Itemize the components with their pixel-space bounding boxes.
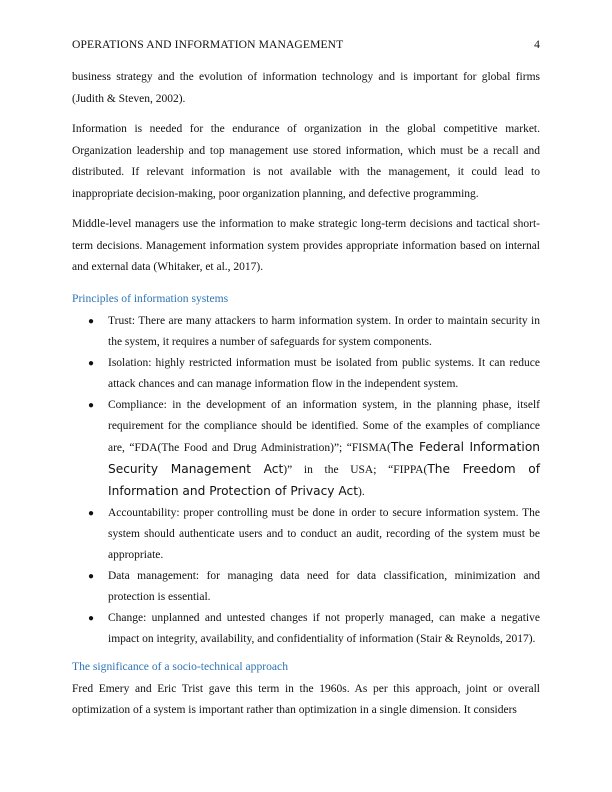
list-item-text: Compliance: in the development of an information system, in the planning phase, itself requirement for the compliance should be identified. Some of the examples of compliance are, “FDA(The Food and Drug Administration)”; “FISMA(	[108, 398, 540, 454]
bullet-icon: ●	[88, 612, 95, 624]
section-heading-socio-technical: The significance of a socio-technical approach	[72, 659, 288, 673]
fippa-expansion: The Freedom of Information and Protection of Privacy Act	[108, 461, 540, 498]
list-item-text: )” in the USA; “FIPPA(	[283, 463, 428, 476]
list-item-accountability	[72, 503, 540, 566]
document-body	[72, 67, 540, 722]
list-item-trust	[72, 311, 540, 353]
bullet-icon: ●	[88, 507, 95, 519]
list-item-data-management	[72, 566, 540, 608]
list-item-text: Data management: for managing data need for data classification, minimization and protection is essential.	[108, 569, 540, 603]
principles-list	[72, 311, 540, 650]
fisma-expansion: The Federal Information Security Management Act	[108, 439, 540, 476]
list-item-text: Accountability: proper controlling must be done in order to secure information system. The system should authenticate users and to conduct an audit, recording of the system must be appropriate.	[108, 506, 540, 561]
bullet-icon: ●	[88, 399, 95, 411]
header-title: OPERATIONS AND INFORMATION MANAGEMENT	[72, 38, 344, 51]
list-item-text: Isolation: highly restricted information must be isolated from public systems. It can reduce attack chances and can manage information flow in the independent system.	[108, 356, 540, 390]
bullet-icon: ●	[88, 570, 95, 582]
list-item-change	[72, 608, 540, 650]
section-heading-principles: Principles of information systems	[72, 291, 229, 305]
list-item-compliance	[72, 395, 540, 503]
paragraph-2: Information is needed for the endurance of organization in the global competitive market. Organization leadership and top management use stored information, which must be a recall and distributed. If relevant information is not available with the management, it could lead to inappropriate decision-making, poor organization planning, and defective programming.	[72, 123, 540, 200]
list-item-isolation	[72, 353, 540, 395]
paragraph-1: business strategy and the evolution of information technology and is important for global firms (Judith & Steven, 2002).	[72, 71, 540, 105]
paragraph-3: Middle-level managers use the information to make strategic long-term decisions and tactical short-term decisions. Management information system provides appropriate information based on internal and external data (Whitaker, et al., 2017).	[72, 218, 540, 273]
bullet-icon: ●	[88, 357, 95, 369]
list-item-text: Trust: There are many attackers to harm information system. In order to maintain security in the system, it requires a number of safeguards for system components.	[108, 314, 540, 348]
page-number: 4	[534, 38, 540, 51]
bullet-icon: ●	[88, 315, 95, 327]
list-item-text: Change: unplanned and untested changes if not properly managed, can make a negative impact on integrity, availability, and confidentiality of information (Stair & Reynolds, 2017).	[108, 611, 540, 645]
list-item-text: ).	[357, 485, 365, 498]
paragraph-socio-technical: Fred Emery and Eric Trist gave this term in the 1960s. As per this approach, joint or overall optimization of a system is important rather than optimization in a single dimension. It considers	[72, 682, 540, 716]
